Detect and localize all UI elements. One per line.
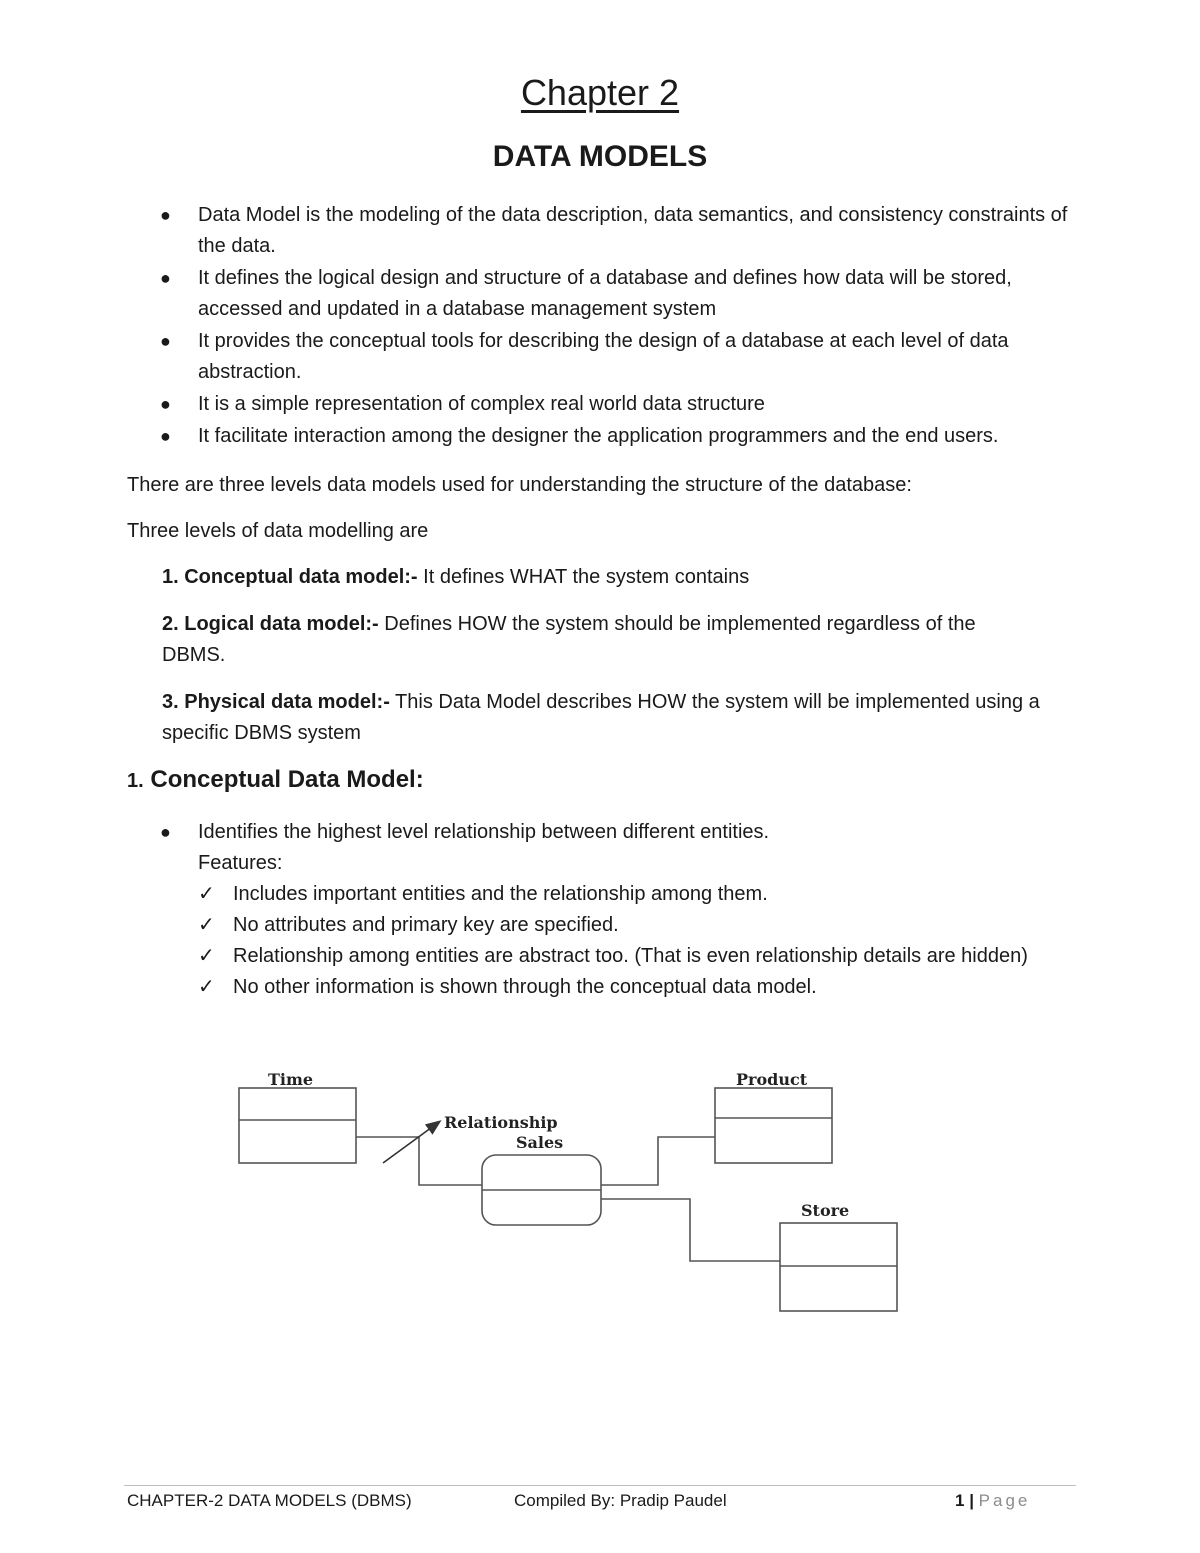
footer-page-number: 1 | Page bbox=[955, 1491, 1031, 1510]
checkmark-icon: ✓ bbox=[198, 976, 215, 998]
checkmark-icon: ✓ bbox=[198, 883, 215, 905]
bullet-icon: ● bbox=[160, 331, 171, 351]
footer-divider bbox=[124, 1485, 1076, 1486]
feature-item: ✓ Relationship among entities are abstract too. (That is even relationship details are hidden) bbox=[198, 941, 1060, 972]
intro-bullet: ● It is a simple representation of complex real world data structure bbox=[160, 389, 1080, 420]
footer-chapter-title: CHAPTER-2 DATA MODELS (DBMS) bbox=[127, 1491, 412, 1510]
store-entity-box bbox=[780, 1223, 897, 1311]
bullet-icon: ● bbox=[160, 822, 171, 842]
sales-store-connector bbox=[601, 1199, 780, 1261]
conceptual-bullet: ● Identifies the highest level relationship between different entities. Features: ✓ Includes important entities and the relationship among them. ✓ No attributes and primary key are specified. ✓ Relationship among entities are abstract too. (That is even relationship details are hidden) ✓ No other information is shown through the conceptual data model. bbox=[160, 817, 1060, 1003]
intro-bullet: ● It defines the logical design and structure of a database and defines how data will be stored, accessed and updated in a database management system bbox=[160, 263, 1080, 325]
intro-bullet: ● Data Model is the modeling of the data description, data semantics, and consistency constraints of the data. bbox=[160, 200, 1080, 262]
intro-bullet-list bbox=[160, 200, 1080, 453]
feature-item: ✓ No attributes and primary key are specified. bbox=[198, 910, 1060, 941]
relationship-arrow bbox=[383, 1122, 439, 1163]
level-logical: 2. Logical data model:- Defines HOW the system should be implemented regardless of the DBMS. bbox=[162, 613, 976, 666]
levels-intro-paragraph: There are three levels data models used for understanding the structure of the database: bbox=[127, 474, 912, 496]
checkmark-icon: ✓ bbox=[198, 914, 215, 936]
feature-item: ✓ Includes important entities and the relationship among them. bbox=[198, 879, 1060, 910]
bullet-icon: ● bbox=[160, 394, 171, 414]
levels-list-intro: Three levels of data modelling are bbox=[127, 520, 429, 542]
product-label: Product bbox=[736, 1070, 808, 1089]
intro-bullet: ● It provides the conceptual tools for describing the design of a database at each level of data abstraction. bbox=[160, 326, 1080, 388]
level-conceptual: 1. Conceptual data model:- It defines WHAT the system contains bbox=[162, 566, 750, 588]
product-entity-box bbox=[715, 1088, 832, 1163]
relationship-label: Relationship bbox=[444, 1113, 558, 1132]
time-sales-connector bbox=[356, 1137, 482, 1185]
conceptual-model-diagram bbox=[225, 1058, 925, 1328]
level-physical: 3. Physical data model:- This Data Model describes HOW the system will be implemented using a specific DBMS system bbox=[162, 691, 1040, 744]
bullet-icon: ● bbox=[160, 268, 171, 288]
bullet-icon: ● bbox=[160, 205, 171, 225]
bullet-icon: ● bbox=[160, 426, 171, 446]
checkmark-icon: ✓ bbox=[198, 945, 215, 967]
time-entity-box bbox=[239, 1088, 356, 1163]
footer-author: Compiled By: Pradip Paudel bbox=[514, 1491, 727, 1510]
intro-bullet: ● It facilitate interaction among the designer the application programmers and the end users. bbox=[160, 421, 1080, 452]
section-heading: 1. Conceptual Data Model: bbox=[127, 766, 424, 793]
feature-item: ✓ No other information is shown through the conceptual data model. bbox=[198, 972, 1060, 1003]
time-label: Time bbox=[268, 1070, 314, 1089]
features-label: Features: bbox=[198, 852, 283, 874]
page-title: DATA MODELS bbox=[492, 140, 708, 173]
sales-product-connector bbox=[601, 1137, 715, 1185]
chapter-heading: Chapter 2 bbox=[520, 72, 680, 113]
conceptual-bullet-list bbox=[160, 817, 1060, 1003]
features-check-list bbox=[198, 879, 1060, 1003]
sales-label: Sales bbox=[516, 1133, 564, 1152]
store-label: Store bbox=[801, 1201, 850, 1220]
